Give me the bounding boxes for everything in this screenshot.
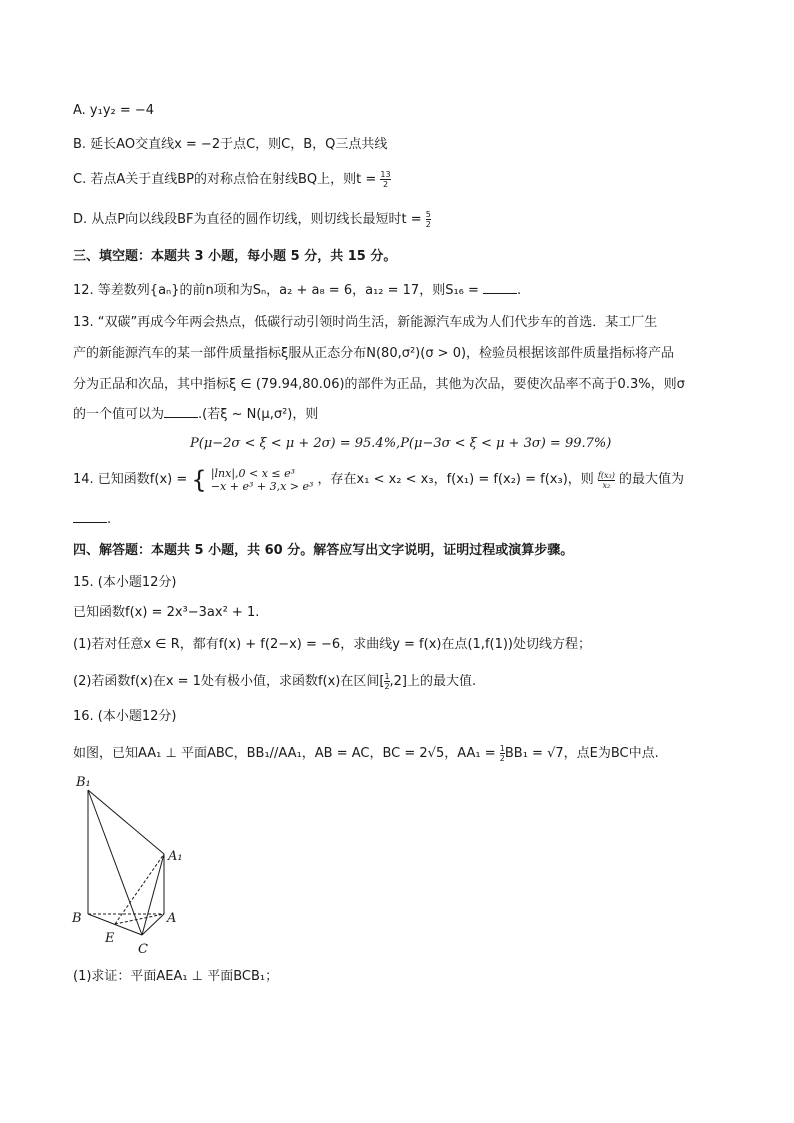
fraction: $\frac{5}{2}$	[425, 210, 431, 229]
option-a: A. y₁y₂ = −4	[73, 103, 155, 118]
fraction: $\frac{13}{2}$	[380, 170, 391, 189]
answer-line: .	[73, 510, 111, 529]
question-13-line: 的一个值可以为 .(若ξ ~ N(μ,σ²)，则	[73, 407, 319, 422]
label-b: B	[72, 911, 82, 926]
section-heading: 三、填空题：本题共 3 小题，每小题 5 分，共 15 分。	[73, 249, 397, 264]
fraction: $\frac{1}{2}$	[384, 672, 390, 691]
question-16-title: 16. (本小题12分)	[73, 709, 177, 724]
fraction: $\frac{1}{2}$	[499, 744, 505, 763]
answer-blank	[164, 405, 198, 418]
question-15-part1: (1)若对任意x ∈ R，都有f(x) + f(2−x) = −6，求曲线y = f(x)在点(1,f(1))处切线方程；	[73, 637, 592, 652]
option-d: D. 从点P向以线段BF为直径的圆作切线，则切线长最短时t = $\frac{5}{2}$	[73, 210, 431, 229]
edge-bc	[88, 914, 142, 935]
section-heading: 四、解答题：本题共 5 小题，共 60 分。解答应写出文字说明，证明过程或演算步骤。	[73, 543, 574, 558]
question-16-part1: (1)求证：平面AEA₁ ⊥ 平面BCB₁；	[73, 969, 279, 984]
label-a1: A₁	[168, 849, 183, 864]
question-14: 14. 已知函数f(x) = { |lnx|,0 < x ≤ e³ −x + e³ + 3,x > e³ ，存在x₁ < x₂ < x₃，f(x₁) = f(x₂) = f(x₃)，则 $\frac{\text{f(x₃)}}{\text{x₂}}$ 的最大值为	[73, 466, 684, 494]
option-b: B. 延长AO交直线x = −2于点C，则C，B，Q三点共线	[73, 137, 388, 152]
option-c: C. 若点A关于直线BP的对称点恰在射线BQ上，则t = $\frac{13}{2}$	[73, 170, 391, 189]
label-e: E	[105, 931, 115, 946]
answer-blank	[483, 281, 517, 294]
edge-ea-dashed	[115, 914, 164, 924]
question-15-part2: (2)若函数f(x)在x = 1处有极小值，求函数f(x)在区间[ $\frac{1}{2}$ ,2]上的最大值.	[73, 672, 477, 691]
prism-diagram	[68, 772, 198, 962]
question-13-line: 分为正品和次品，其中指标ξ ∈ (79.94,80.06)的部件为正品，其他为次品，要使次品率不高于0.3%，则σ	[73, 377, 685, 392]
edge-b1c	[88, 790, 142, 935]
question-16-given: 如图，已知AA₁ ⊥ 平面ABC，BB₁//AA₁，AB = AC，BC = 2√5，AA₁ = $\frac{1}{2}$ BB₁ = √7，点E为BC中点.	[73, 744, 659, 763]
probability-formula: P(μ−2σ < ξ < μ + 2σ) = 95.4%,P(μ−3σ < ξ < μ + 3σ) = 99.7%)	[190, 436, 612, 451]
question-13-line: 产的新能源汽车的某一部件质量指标ξ服从正态分布N(80,σ²)(σ > 0)，检验员根据该部件质量指标将产品	[73, 346, 675, 361]
fraction: $\frac{\text{f(x₃)}}{\text{x₂}}$	[597, 470, 615, 490]
question-15-given: 已知函数f(x) = 2x³−3ax² + 1.	[73, 605, 260, 620]
question-12: 12. 等差数列{aₙ}的前n项和为Sₙ，a₂ + a₈ = 6，a₁₂ = 17，则S₁₆ = .	[73, 283, 522, 298]
label-c: C	[138, 942, 148, 957]
label-b1: B₁	[76, 775, 91, 790]
question-15-title: 15. (本小题12分)	[73, 575, 177, 590]
brace: {	[191, 466, 207, 494]
piecewise-cases: |lnx|,0 < x ≤ e³ −x + e³ + 3,x > e³	[210, 467, 314, 493]
answer-blank	[73, 510, 107, 523]
question-13-line: 13. “双碳”再成今年两会热点，低碳行动引领时尚生活，新能源汽车成为人们代步车的首选．某工厂生	[73, 315, 658, 330]
label-a: A	[167, 911, 177, 926]
edge-a1c	[142, 854, 164, 935]
